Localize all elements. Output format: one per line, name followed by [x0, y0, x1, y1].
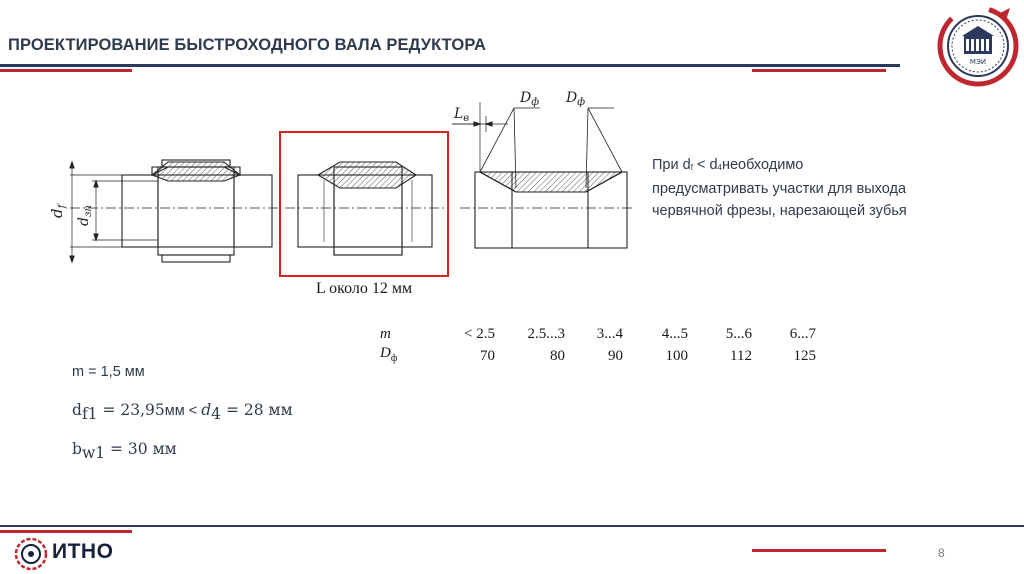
dim-dzp-label: $d_{зп}$	[76, 205, 94, 226]
footer-rule-red-right	[752, 549, 886, 552]
module-diameter-table	[370, 325, 816, 368]
table-cell: < 2.5	[464, 326, 495, 342]
dim-df-label: $d_f$	[48, 204, 68, 218]
dim-lv-label: $L_в$	[454, 106, 470, 124]
footer-rule-red-left	[0, 530, 132, 533]
note-line-2: предусматривать участки для выхода	[652, 181, 907, 197]
note-line-1: При $d_f$ < $d_4необходимо$	[652, 157, 804, 173]
table-cell: 2.5...3	[527, 326, 565, 342]
table-cell: 80	[550, 347, 565, 364]
table-cell: 4...5	[661, 326, 688, 342]
dim-df2-label: $D_ф$	[566, 90, 586, 108]
row-label-d: $D_ф$	[380, 345, 398, 364]
highlight-box	[280, 132, 448, 276]
table-cell: 125	[793, 347, 816, 364]
header-rule-blue	[0, 64, 900, 67]
note-line-3: червячной фрезы, нарезающей зубья	[652, 203, 907, 219]
shaft-drawing	[40, 80, 640, 280]
table-cell: 3...4	[596, 326, 623, 342]
header-rule-red-left	[0, 69, 132, 72]
shaft-view-1	[70, 160, 280, 262]
table-cell: 5...6	[725, 326, 752, 342]
formula-df: $d_{f1} = 23,95мм < d_4 = 28$ мм	[72, 401, 293, 423]
itno-logo-icon	[14, 537, 48, 571]
table-cell: 112	[730, 347, 752, 364]
table-cell: 90	[608, 347, 623, 364]
logo-text: МЭИ	[969, 58, 987, 66]
table-cell: 70	[480, 347, 495, 364]
table-row-d	[370, 344, 816, 368]
row-label-m: m	[380, 326, 391, 342]
footer-rule-blue	[0, 525, 1024, 527]
header-rule-red-right	[752, 69, 886, 72]
table-row-m	[370, 325, 816, 344]
length-caption: L около 12 мм	[316, 280, 413, 297]
note-text	[652, 154, 982, 222]
table-cell: 6...7	[789, 326, 816, 342]
page-number: 8	[938, 546, 945, 560]
slide-title: ПРОЕКТИРОВАНИЕ БЫСТРОХОДНОГО ВАЛА РЕДУКТОРА	[8, 36, 487, 54]
dim-df1-label: $D_ф$	[520, 90, 540, 108]
shaft-view-2	[285, 162, 444, 255]
formula-bw: $b_{w1} = 30$ мм	[72, 440, 177, 462]
table-cell: 100	[665, 347, 688, 364]
university-logo	[936, 4, 1020, 88]
formula-module: m = 1,5 мм	[72, 364, 145, 380]
shaft-view-3	[452, 102, 632, 248]
footer-org-name: ИТНО	[52, 540, 114, 563]
